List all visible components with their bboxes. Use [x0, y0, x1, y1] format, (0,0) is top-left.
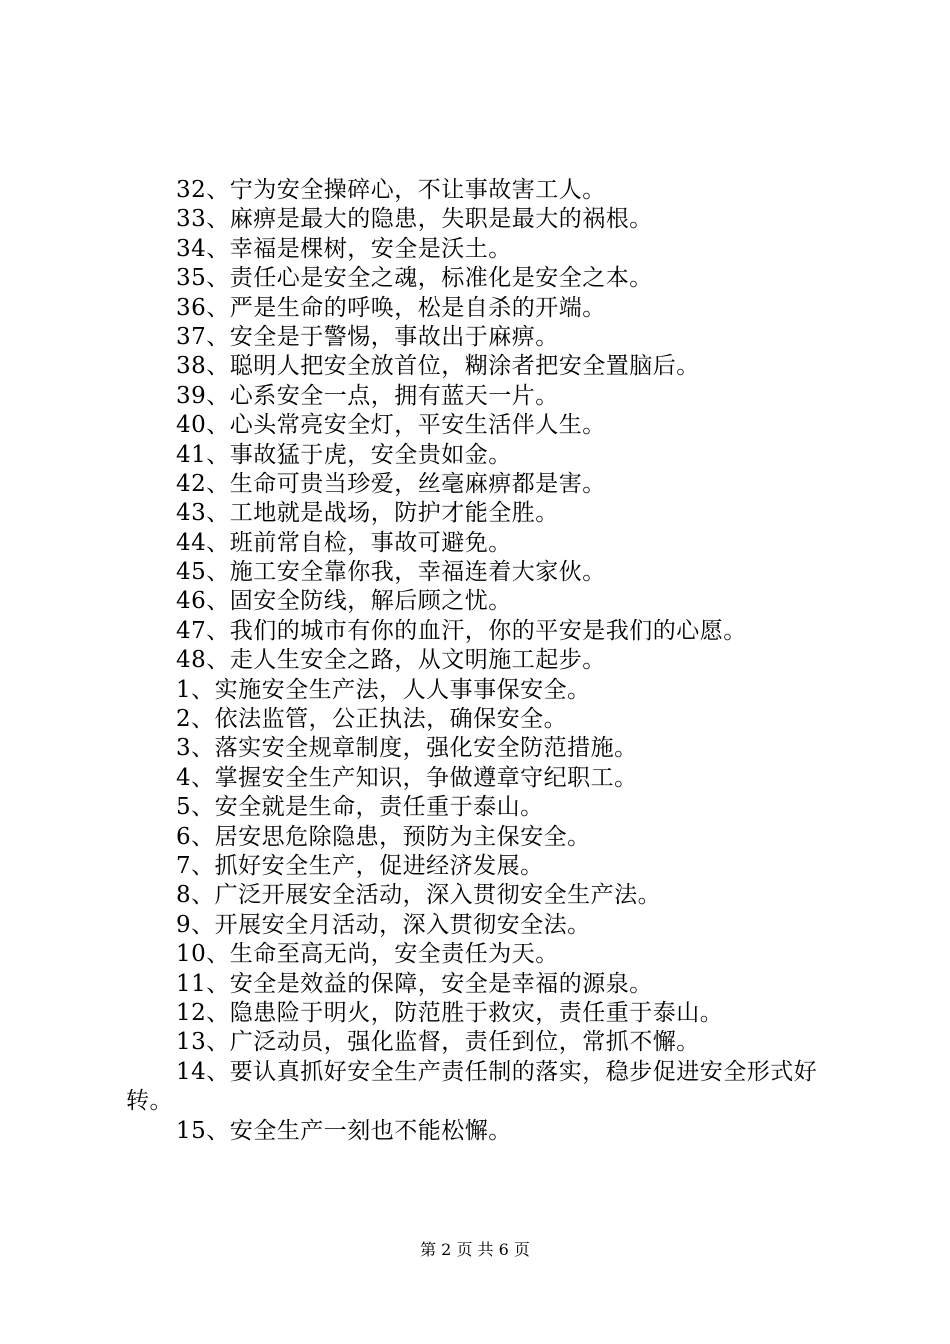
list-item: 40、心头常亮安全灯，平安生活伴人生。 — [176, 412, 606, 439]
document-body — [126, 176, 836, 1146]
list-item: 37、安全是于警惕，事故出于麻痹。 — [176, 323, 559, 350]
list-item: 38、聪明人把安全放首位，糊涂者把安全置脑后。 — [176, 353, 700, 380]
list-item: 33、麻痹是最大的隐患，失职是最大的祸根。 — [176, 206, 653, 233]
list-item: 11、安全是效益的保障，安全是幸福的源泉。 — [176, 970, 653, 997]
list-item: 5、安全就是生命，责任重于泰山。 — [176, 794, 544, 821]
list-item: 42、生命可贵当珍爱，丝毫麻痹都是害。 — [176, 470, 606, 497]
list-item: 15、安全生产一刻也不能松懈。 — [176, 1117, 512, 1144]
list-item: 43、工地就是战场，防护才能全胜。 — [176, 500, 559, 527]
list-item: 1、实施安全生产法，人人事事保安全。 — [176, 676, 591, 703]
list-item: 4、掌握安全生产知识，争做遵章守纪职工。 — [176, 764, 638, 791]
list-item: 47、我们的城市有你的血汗，你的平安是我们的心愿。 — [176, 617, 747, 644]
list-item: 44、班前常自检，事故可避免。 — [176, 529, 512, 556]
list-item: 9、开展安全月活动，深入贯彻安全法。 — [176, 911, 591, 938]
list-item: 48、走人生安全之路，从文明施工起步。 — [176, 647, 606, 674]
list-item: 32、宁为安全操碎心，不让事故害工人。 — [176, 177, 606, 203]
list-item: 12、隐患险于明火，防范胜于救灾，责任重于泰山。 — [176, 999, 724, 1026]
list-item: 14、要认真抓好安全生产责任制的落实，稳步促进安全形式好转。 — [126, 1058, 818, 1115]
list-item: 46、固安全防线，解后顾之忧。 — [176, 588, 512, 615]
list-item: 36、严是生命的呼唤，松是自杀的开端。 — [176, 294, 606, 321]
list-item: 39、心系安全一点，拥有蓝天一片。 — [176, 382, 559, 409]
list-item: 2、依法监管，公正执法，确保安全。 — [176, 706, 568, 733]
list-item: 6、居安思危除隐患，预防为主保安全。 — [176, 823, 591, 850]
list-item: 8、广泛开展安全活动，深入贯彻安全生产法。 — [176, 882, 662, 909]
list-item: 45、施工安全靠你我，幸福连着大家伙。 — [176, 559, 606, 586]
list-item: 34、幸福是棵树，安全是沃土。 — [176, 235, 512, 262]
list-item: 10、生命至高无尚，安全责任为天。 — [176, 941, 559, 968]
list-item: 35、责任心是安全之魂，标准化是安全之本。 — [176, 265, 653, 292]
list-item: 13、广泛动员，强化监督，责任到位，常抓不懈。 — [176, 1029, 700, 1056]
list-item: 41、事故猛于虎，安全贵如金。 — [176, 441, 512, 468]
page-number: 第 2 页 共 6 页 — [420, 1240, 530, 1259]
list-item: 3、落实安全规章制度，强化安全防范措施。 — [176, 735, 638, 762]
list-item: 7、抓好安全生产，促进经济发展。 — [176, 852, 544, 879]
